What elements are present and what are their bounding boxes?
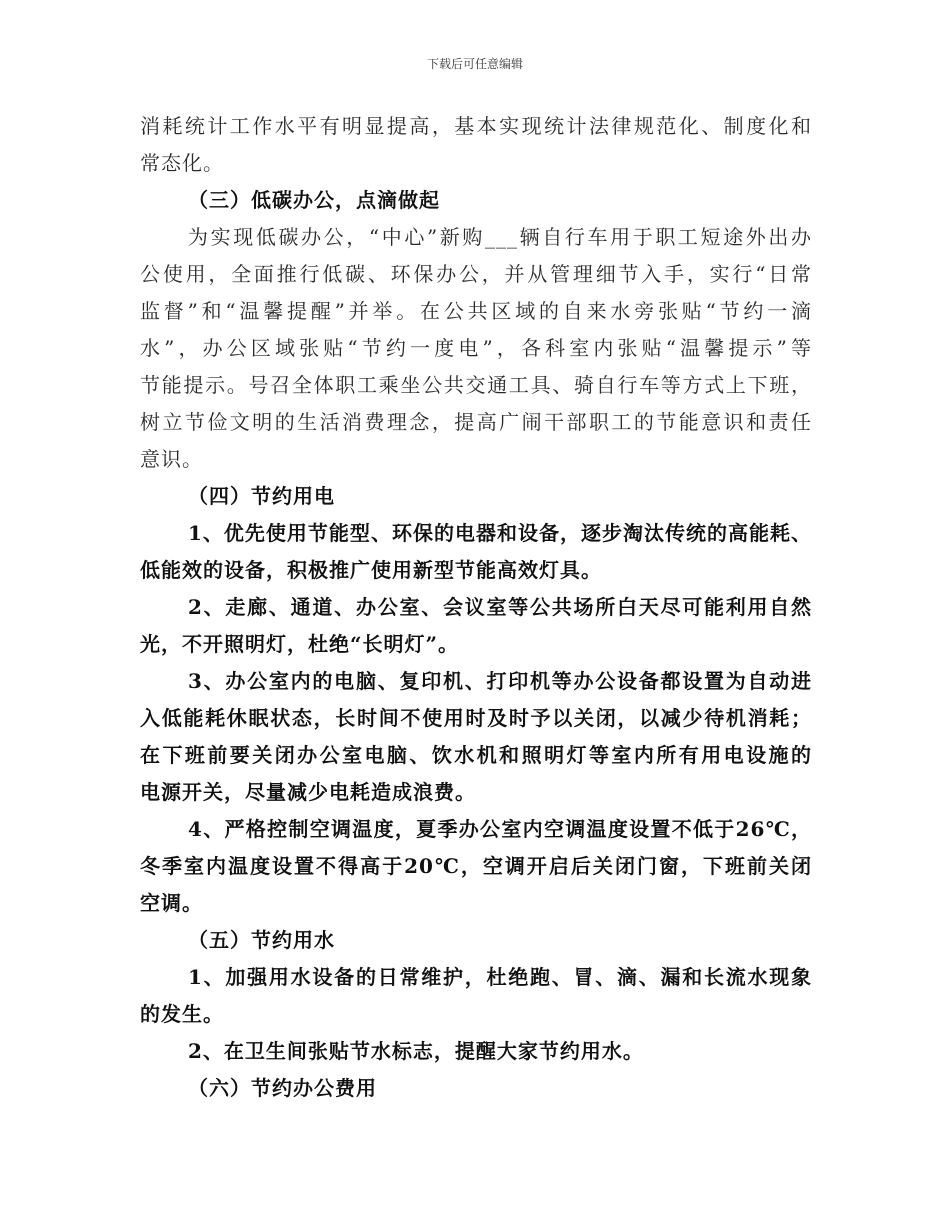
paragraph-line: 1、优先使用节能型、环保的电器和设备，逐步淘汰传统的高能耗、 (188, 521, 812, 545)
paragraph-line: 消耗统计工作水平有明显提高，基本实现统计法律规范化、制度化和 (140, 114, 812, 138)
paragraph-line: 常态化。 (140, 151, 224, 175)
paragraph-line: 节能提示。号召全体职工乘坐公共交通工具、骑自行车等方式上下班， (140, 373, 812, 397)
paragraph-line: 空调。 (140, 891, 203, 915)
paragraph-line: 低能效的设备，积极推广使用新型节能高效灯具。 (140, 558, 602, 582)
paragraph-line: 监督”和“温馨提醒”并举。在公共区域的自来水旁张贴“节约一滴 (140, 299, 812, 323)
section-heading: （四）节约用电 (188, 484, 335, 508)
paragraph-line: 的发生。 (140, 1002, 224, 1026)
section-heading: （五）节约用水 (188, 928, 335, 952)
section-heading: （六）节约办公费用 (188, 1076, 377, 1100)
paragraph-line: 为实现低碳办公，“中心”新购___辆自行车用于职工短途外出办 (188, 225, 812, 249)
paragraph-line: 电源开关，尽量减少电耗造成浪费。 (140, 780, 476, 804)
paragraph-line: 3、办公室内的电脑、复印机、打印机等办公设备都设置为自动进 (188, 669, 812, 693)
paragraph-line: 公使用，全面推行低碳、环保办公，并从管理细节入手，实行“日常 (140, 262, 812, 286)
paragraph-line: 树立节俭文明的生活消费理念，提高广闹干部职工的节能意识和责任 (140, 410, 812, 434)
paragraph-line: 水”，办公区域张贴“节约一度电”，各科室内张贴“温馨提示”等 (140, 336, 812, 360)
paragraph-line: 4、严格控制空调温度，夏季办公室内空调温度设置不低于26℃， (188, 817, 812, 841)
paragraph-line: 在下班前要关闭办公室电脑、饮水机和照明灯等室内所有用电设施的 (140, 743, 812, 767)
page-watermark: 下载后可任意编辑 (426, 57, 523, 71)
paragraph-line: 冬季室内温度设置不得高于20℃，空调开启后关闭门窗，下班前关闭 (140, 854, 812, 878)
paragraph-line: 2、走廊、通道、办公室、会议室等公共场所白天尽可能利用自然 (188, 595, 812, 619)
paragraph-line: 2、在卫生间张贴节水标志，提醒大家节约用水。 (188, 1039, 644, 1063)
paragraph-line: 入低能耗休眠状态，长时间不使用时及时予以关闭，以减少待机消耗； (140, 706, 812, 730)
section-heading: （三）低碳办公，点滴做起 (188, 188, 440, 212)
paragraph-line: 1、加强用水设备的日常维护，杜绝跑、冒、滴、漏和长流水现象 (188, 965, 812, 989)
paragraph-line: 意识。 (140, 447, 203, 471)
paragraph-line: 光，不开照明灯，杜绝“长明灯”。 (140, 632, 460, 656)
document-body (140, 108, 812, 1107)
